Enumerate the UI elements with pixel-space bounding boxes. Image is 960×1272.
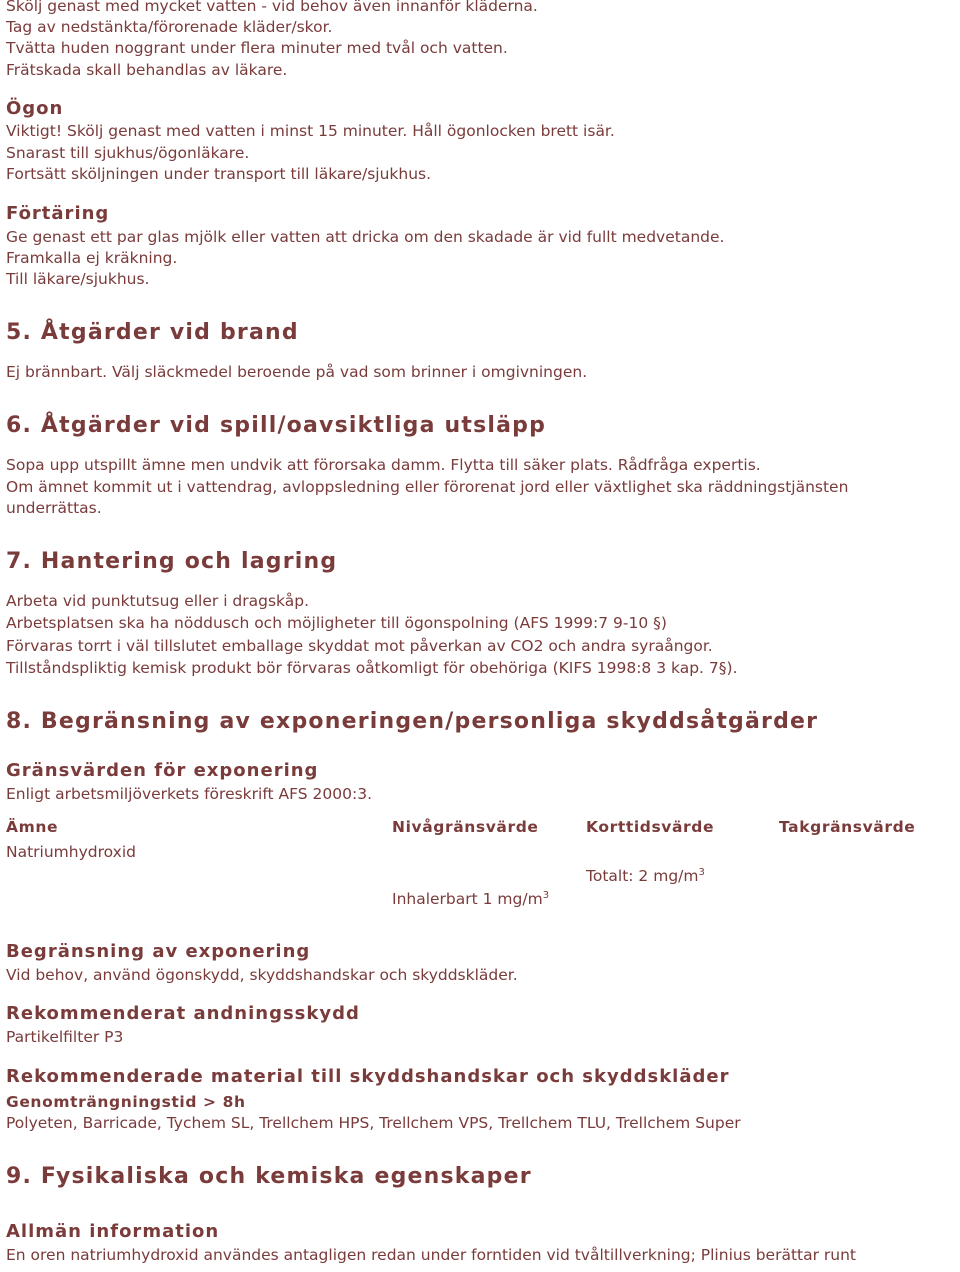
table-header-amne: Ämne (6, 818, 59, 836)
paragraph-line: Tag av nedstänkta/förorenade kläder/skor. (6, 18, 333, 36)
paragraph-line: Skölj genast med mycket vatten - vid behov även innanför kläderna. (6, 0, 538, 15)
section-heading-9: 9. Fysikaliska och kemiska egenskaper (6, 1164, 532, 1189)
subheading-andningsskydd: Rekommenderat andningsskydd (6, 1003, 360, 1024)
section-sign-icon: § (653, 614, 661, 632)
subheading-allman: Allmän information (6, 1221, 220, 1242)
section-subheading-ogon: Ögon (6, 98, 64, 119)
paragraph-line: Vid behov, använd ögonskydd, skyddshandskar och skyddskläder. (6, 966, 518, 984)
text-segment: ) (660, 614, 667, 632)
paragraph-line: Partikelfilter P3 (6, 1028, 124, 1046)
paragraph-line: Polyeten, Barricade, Tychem SL, Trellchem HPS, Trellchem VPS, Trellchem TLU, Trellchem Super (6, 1114, 741, 1132)
table-cell-korttid (586, 866, 705, 887)
text-segment: ). (726, 659, 738, 677)
paragraph-line: En oren natriumhydroxid användes antagligen redan under forntiden vid tvåltillverkning; Plinius berättar runt (6, 1246, 856, 1264)
paragraph-line: Framkalla ej kräkning. (6, 249, 178, 267)
superscript: 3 (542, 889, 550, 901)
section-heading-8: 8. Begränsning av exponeringen/personliga skyddsåtgärder (6, 709, 819, 734)
superscript: 3 (698, 866, 705, 878)
value-text: Inhalerbart 1 mg/m (392, 890, 543, 908)
text-segment: Arbetsplatsen ska ha nöddusch och möjligheter till ögonspolning (AFS 1999:7 9-10 (6, 614, 654, 632)
section-heading-5: 5. Åtgärder vid brand (6, 320, 299, 345)
value-text: Totalt: 2 mg/m (586, 867, 699, 885)
table-header-korttid: Korttidsvärde (586, 818, 715, 836)
paragraph-line (6, 658, 738, 679)
paragraph-line: Enligt arbetsmiljöverkets föreskrift AFS 2000:3. (6, 785, 372, 803)
text-segment: Tillståndspliktig kemisk produkt bör förvaras oåtkomligt för obehöriga (KIFS 1998:8 3 kap. 7 (6, 659, 719, 677)
table-cell-niva (392, 889, 549, 910)
paragraph-line: Ej brännbart. Välj släckmedel beroende på vad som brinner i omgivningen. (6, 363, 588, 381)
paragraph-line: Snarast till sjukhus/ögonläkare. (6, 144, 250, 162)
paragraph-line: Viktigt! Skölj genast med vatten i minst 15 minuter. Håll ögonlocken brett isär. (6, 122, 615, 140)
paragraph-line: Till läkare/sjukhus. (6, 270, 150, 288)
section-subheading-fortaring: Förtäring (6, 203, 110, 224)
paragraph-line: Om ämnet kommit ut i vattendrag, avloppsledning eller förorenat jord eller växtlighet ska räddningstjänsten (6, 478, 849, 496)
paragraph-line: Frätskada skall behandlas av läkare. (6, 61, 288, 79)
table-cell-substance: Natriumhydroxid (6, 843, 136, 861)
paragraph-line: underrättas. (6, 499, 102, 517)
paragraph-line: Tvätta huden noggrant under flera minuter med tvål och vatten. (6, 39, 508, 57)
paragraph-line: Arbeta vid punktutsug eller i dragskåp. (6, 592, 310, 610)
paragraph-line: Ge genast ett par glas mjölk eller vatten att dricka om den skadade är vid fullt medvetande. (6, 228, 725, 246)
subheading-begransning: Begränsning av exponering (6, 941, 311, 962)
subheading-gransvarden: Gränsvärden för exponering (6, 760, 319, 781)
subheading-material: Rekommenderade material till skyddshandskar och skyddskläder (6, 1066, 730, 1087)
section-heading-6: 6. Åtgärder vid spill/oavsiktliga utsläpp (6, 413, 547, 438)
paragraph-line: Fortsätt sköljningen under transport till läkare/sjukhus. (6, 165, 432, 183)
section-sign-icon: § (718, 659, 727, 677)
table-header-niva: Nivågränsvärde (392, 818, 539, 836)
paragraph-line: Förvaras torrt i väl tillslutet emballage skyddat mot påverkan av CO2 och andra syraångor. (6, 637, 713, 655)
paragraph-line: Sopa upp utspillt ämne men undvik att förorsaka damm. Flytta till säker plats. Rådfråga expertis. (6, 456, 761, 474)
paragraph-line (6, 613, 667, 634)
material-subheading: Genomträngningstid > 8h (6, 1093, 246, 1111)
table-header-tak: Takgränsvärde (779, 818, 916, 836)
section-heading-7: 7. Hantering och lagring (6, 549, 338, 574)
